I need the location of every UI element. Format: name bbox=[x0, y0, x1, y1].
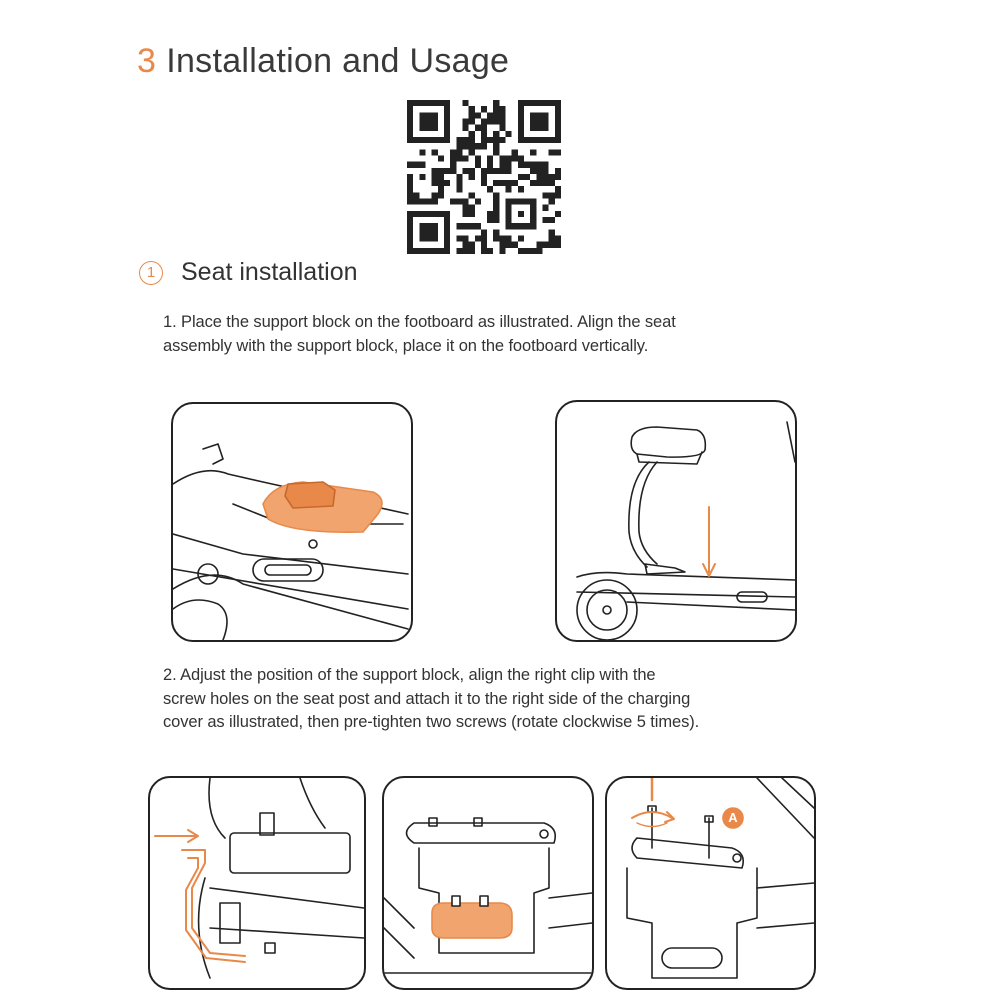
qr-module bbox=[432, 174, 438, 180]
qr-module bbox=[524, 248, 530, 254]
qr-module bbox=[524, 162, 530, 168]
qr-module bbox=[456, 174, 462, 180]
qr-module bbox=[469, 205, 475, 211]
qr-module bbox=[493, 168, 499, 174]
qr-module bbox=[506, 236, 512, 242]
qr-module bbox=[530, 168, 536, 174]
qr-module bbox=[413, 162, 419, 168]
qr-module bbox=[432, 199, 438, 205]
qr-module bbox=[462, 236, 468, 242]
qr-module bbox=[536, 180, 542, 186]
qr-module bbox=[475, 236, 481, 242]
qr-module bbox=[450, 168, 456, 174]
qr-module bbox=[512, 149, 518, 155]
qr-module bbox=[487, 186, 493, 192]
qr-module bbox=[493, 131, 499, 137]
qr-module bbox=[444, 180, 450, 186]
qr-module bbox=[499, 155, 505, 161]
qr-module bbox=[450, 199, 456, 205]
qr-module bbox=[493, 199, 499, 205]
qr-module bbox=[499, 180, 505, 186]
qr-module bbox=[462, 155, 468, 161]
qr-module bbox=[450, 149, 456, 155]
figure-support-block bbox=[171, 402, 413, 642]
qr-module bbox=[499, 112, 505, 118]
qr-module bbox=[493, 236, 499, 242]
qr-module bbox=[462, 199, 468, 205]
qr-module bbox=[481, 236, 487, 242]
qr-module bbox=[475, 223, 481, 229]
qr-module bbox=[456, 149, 462, 155]
qr-module bbox=[549, 229, 555, 235]
qr-module bbox=[493, 137, 499, 143]
qr-module bbox=[555, 186, 561, 192]
qr-module bbox=[487, 211, 493, 217]
qr-module bbox=[462, 118, 468, 124]
qr-module bbox=[543, 242, 549, 248]
qr-module bbox=[555, 174, 561, 180]
qr-module bbox=[549, 236, 555, 242]
qr-module bbox=[481, 242, 487, 248]
qr-module bbox=[518, 186, 524, 192]
qr-module bbox=[450, 162, 456, 168]
qr-module bbox=[530, 248, 536, 254]
qr-module bbox=[536, 242, 542, 248]
qr-module bbox=[481, 143, 487, 149]
qr-module bbox=[469, 248, 475, 254]
qr-module bbox=[469, 168, 475, 174]
qr-module bbox=[530, 180, 536, 186]
qr-module bbox=[456, 236, 462, 242]
qr-module bbox=[543, 205, 549, 211]
qr-module bbox=[432, 149, 438, 155]
step-2-line: screw holes on the seat post and attach it to the right side of the charging bbox=[163, 689, 691, 708]
qr-module bbox=[462, 242, 468, 248]
qr-module bbox=[469, 143, 475, 149]
qr-module bbox=[481, 174, 487, 180]
qr-module bbox=[456, 199, 462, 205]
qr-module bbox=[530, 149, 536, 155]
qr-module bbox=[543, 192, 549, 198]
qr-module bbox=[543, 168, 549, 174]
qr-module bbox=[456, 143, 462, 149]
qr-module bbox=[493, 149, 499, 155]
qr-module bbox=[549, 242, 555, 248]
chapter-title: Installation and Usage bbox=[166, 42, 510, 80]
section-number-badge: 1 bbox=[139, 261, 163, 285]
qr-module bbox=[456, 180, 462, 186]
qr-module bbox=[475, 155, 481, 161]
qr-module bbox=[555, 236, 561, 242]
qr-module bbox=[407, 162, 413, 168]
qr-module bbox=[438, 180, 444, 186]
qr-module bbox=[549, 192, 555, 198]
qr-module bbox=[543, 180, 549, 186]
qr-module bbox=[462, 211, 468, 217]
qr-module bbox=[512, 242, 518, 248]
qr-module bbox=[506, 186, 512, 192]
qr-module bbox=[555, 242, 561, 248]
figure-seat-vertical bbox=[555, 400, 797, 642]
qr-module bbox=[506, 168, 512, 174]
qr-module bbox=[549, 199, 555, 205]
qr-module bbox=[407, 186, 413, 192]
qr-module bbox=[487, 217, 493, 223]
qr-module bbox=[419, 149, 425, 155]
qr-module bbox=[518, 162, 524, 168]
qr-module bbox=[462, 168, 468, 174]
qr-module bbox=[469, 192, 475, 198]
qr-module bbox=[469, 131, 475, 137]
qr-module bbox=[536, 174, 542, 180]
qr-module bbox=[512, 155, 518, 161]
qr-module bbox=[475, 199, 481, 205]
qr-module bbox=[493, 205, 499, 211]
qr-module bbox=[543, 162, 549, 168]
qr-module bbox=[487, 248, 493, 254]
qr-module bbox=[536, 162, 542, 168]
qr-module bbox=[499, 137, 505, 143]
qr-module bbox=[518, 155, 524, 161]
qr-module bbox=[469, 118, 475, 124]
qr-module bbox=[481, 137, 487, 143]
qr-module bbox=[469, 112, 475, 118]
qr-module bbox=[493, 118, 499, 124]
qr-module bbox=[456, 248, 462, 254]
qr-module bbox=[469, 149, 475, 155]
step-1-instructions bbox=[163, 311, 803, 358]
qr-module bbox=[487, 155, 493, 161]
qr-module bbox=[419, 199, 425, 205]
qr-module bbox=[499, 162, 505, 168]
qr-module bbox=[487, 118, 493, 124]
qr-module bbox=[462, 125, 468, 131]
step-2-instructions bbox=[163, 664, 823, 735]
qr-module bbox=[462, 143, 468, 149]
qr-module bbox=[530, 162, 536, 168]
qr-module bbox=[487, 168, 493, 174]
qr-module bbox=[469, 174, 475, 180]
figure-tighten-screws bbox=[605, 776, 816, 990]
qr-module bbox=[469, 106, 475, 112]
qr-module bbox=[493, 100, 499, 106]
qr-module bbox=[481, 229, 487, 235]
qr-module bbox=[407, 199, 413, 205]
qr-module bbox=[493, 217, 499, 223]
qr-module bbox=[506, 131, 512, 137]
qr-code[interactable] bbox=[407, 100, 561, 254]
qr-module bbox=[543, 217, 549, 223]
qr-module bbox=[481, 131, 487, 137]
qr-module bbox=[456, 137, 462, 143]
qr-module bbox=[462, 223, 468, 229]
section-title: Seat installation bbox=[181, 258, 358, 286]
qr-module bbox=[432, 180, 438, 186]
qr-module bbox=[499, 242, 505, 248]
qr-module bbox=[506, 162, 512, 168]
qr-module bbox=[493, 192, 499, 198]
qr-module bbox=[407, 174, 413, 180]
qr-module bbox=[536, 168, 542, 174]
qr-module bbox=[518, 236, 524, 242]
qr-module bbox=[456, 155, 462, 161]
qr-module bbox=[475, 143, 481, 149]
qr-module bbox=[506, 155, 512, 161]
qr-module bbox=[419, 162, 425, 168]
qr-module bbox=[462, 137, 468, 143]
qr-module bbox=[499, 106, 505, 112]
qr-module bbox=[549, 180, 555, 186]
figure-right-clip bbox=[148, 776, 366, 990]
qr-module bbox=[481, 106, 487, 112]
qr-module bbox=[549, 149, 555, 155]
qr-module bbox=[450, 155, 456, 161]
qr-module bbox=[407, 180, 413, 186]
qr-module bbox=[438, 155, 444, 161]
qr-module bbox=[493, 211, 499, 217]
qr-module bbox=[475, 125, 481, 131]
qr-module bbox=[543, 174, 549, 180]
qr-module bbox=[456, 186, 462, 192]
qr-module bbox=[487, 112, 493, 118]
qr-module bbox=[469, 242, 475, 248]
qr-module bbox=[493, 143, 499, 149]
qr-module bbox=[555, 168, 561, 174]
qr-module bbox=[462, 248, 468, 254]
qr-module bbox=[444, 168, 450, 174]
qr-module bbox=[493, 112, 499, 118]
qr-module bbox=[432, 192, 438, 198]
figure-align-clip bbox=[382, 776, 594, 990]
qr-module bbox=[518, 248, 524, 254]
qr-module bbox=[506, 242, 512, 248]
step-2-line: cover as illustrated, then pre-tighten two screws (rotate clockwise 5 times). bbox=[163, 713, 700, 731]
qr-module bbox=[438, 186, 444, 192]
qr-module bbox=[456, 223, 462, 229]
qr-module bbox=[536, 248, 542, 254]
qr-module bbox=[481, 180, 487, 186]
qr-module bbox=[549, 174, 555, 180]
qr-module bbox=[481, 118, 487, 124]
qr-module bbox=[462, 205, 468, 211]
qr-module bbox=[432, 168, 438, 174]
step-1-line: assembly with the support block, place it on the footboard vertically. bbox=[163, 336, 649, 355]
qr-module bbox=[499, 236, 505, 242]
qr-module bbox=[499, 118, 505, 124]
page-heading bbox=[137, 42, 509, 81]
step-1-line: 1. Place the support block on the footboard as illustrated. Align the seat bbox=[163, 313, 676, 331]
qr-module bbox=[425, 199, 431, 205]
section-header bbox=[139, 258, 358, 287]
qr-module bbox=[555, 211, 561, 217]
callout-label-a: A bbox=[728, 810, 738, 825]
qr-module bbox=[493, 229, 499, 235]
qr-module bbox=[438, 192, 444, 198]
qr-module bbox=[555, 192, 561, 198]
qr-module bbox=[475, 112, 481, 118]
qr-module bbox=[499, 248, 505, 254]
qr-module bbox=[475, 162, 481, 168]
qr-module bbox=[419, 174, 425, 180]
qr-module bbox=[481, 248, 487, 254]
qr-module bbox=[413, 192, 419, 198]
qr-module bbox=[499, 168, 505, 174]
qr-module bbox=[407, 192, 413, 198]
qr-module bbox=[413, 199, 419, 205]
qr-module bbox=[518, 174, 524, 180]
qr-module bbox=[493, 106, 499, 112]
qr-module bbox=[469, 223, 475, 229]
chapter-number: 3 bbox=[137, 42, 157, 80]
qr-module bbox=[481, 125, 487, 131]
qr-module bbox=[462, 100, 468, 106]
qr-module bbox=[555, 149, 561, 155]
qr-module bbox=[512, 180, 518, 186]
qr-module bbox=[487, 137, 493, 143]
qr-module bbox=[469, 137, 475, 143]
qr-module bbox=[506, 180, 512, 186]
qr-module bbox=[524, 174, 530, 180]
qr-module bbox=[493, 180, 499, 186]
qr-module bbox=[487, 162, 493, 168]
qr-module bbox=[438, 174, 444, 180]
qr-module bbox=[549, 217, 555, 223]
qr-module bbox=[481, 168, 487, 174]
qr-module bbox=[469, 211, 475, 217]
qr-module bbox=[499, 125, 505, 131]
step-2-line: 2. Adjust the position of the support block, align the right clip with the bbox=[163, 666, 656, 684]
qr-module bbox=[438, 168, 444, 174]
